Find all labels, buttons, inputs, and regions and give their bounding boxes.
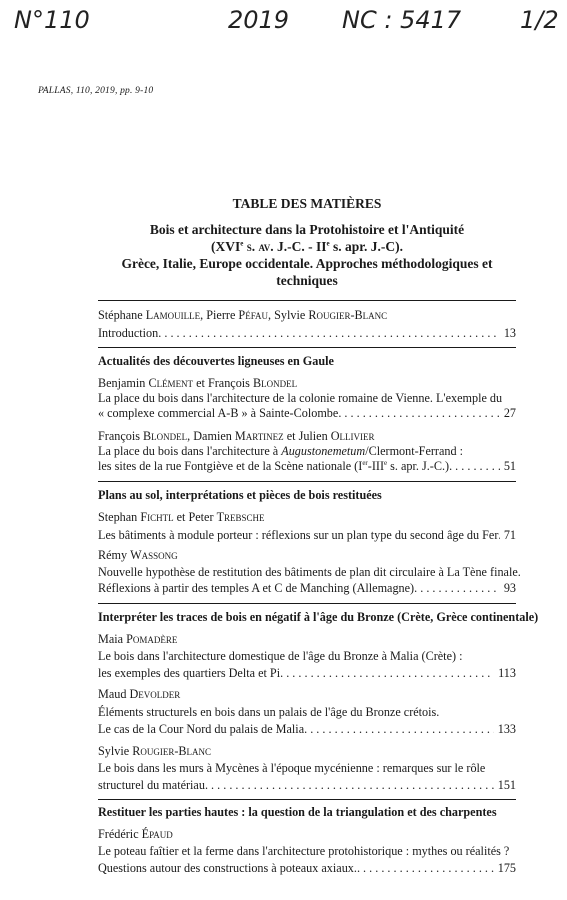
toc-entry[interactable]: les sites de la rue Fontgiève et de la Scène nationale (Ier-IIIe s. apr. J.-C.) . . . 51 [98,458,516,474]
section-heading: Actualités des découvertes ligneuses en Gaule [98,354,334,368]
volume-title-line-3: Grèce, Italie, Europe occidentale. Approches méthodologiques et [121,256,493,271]
volume-title [98,221,516,289]
page-number: 175 [497,861,516,875]
toc-entry[interactable]: Les bâtiments à module porteur : réflexions sur un plan type du second âge du Fer . . . 71 [98,527,516,543]
entry-authors: Benjamin Clément et François Blondel [98,376,298,390]
toc-entry[interactable]: Réflexions à partir des temples A et C de Manching (Allemagne) . . . 93 [98,580,516,596]
intro-authors: Stéphane Lamouille, Pierre Péfau, Sylvie Rougier-Blanc [98,308,388,322]
page-number: 51 [503,459,516,473]
journal-name: PALLAS [38,86,71,96]
page-number: 133 [497,722,516,736]
toc-entry[interactable]: « complexe commercial A-B » à Sainte-Colombe . . . 27 [98,405,516,421]
divider [98,481,516,482]
century-end: s. av. J.-C. - II [243,239,327,254]
page-number: 71 [503,528,516,542]
divider [98,300,516,301]
entry-authors: François Blondel, Damien Martinez et Julien Ollivier [98,429,375,443]
toc-entry-introduction[interactable]: Introduction . . . 13 [98,325,516,341]
entry-title-line: Le bois dans l'architecture domestique de l'âge du Bronze à Malia (Crète) : [98,649,463,663]
section-heading: Interpréter les traces de bois en négatif à l'âge du Bronze (Crète, Grèce continentale) [98,610,539,624]
running-head [38,86,153,96]
century-start: (XVI [210,239,241,254]
entry-title-line: La place du bois dans l'architecture de la colonie romaine de Vienne. L'exemple du [98,391,503,405]
superscript: e [240,239,244,248]
toc-entry[interactable]: Questions autour des constructions à poteaux axiaux. . . . 175 [98,860,516,876]
toc-title: TABLE DES MATIÈRES [232,196,382,211]
entry-title-line: Éléments structurels en bois dans un palais de l'âge du Bronze crétois. [98,705,440,719]
toc-entry[interactable]: structurel du matériau . . . 151 [98,777,516,793]
entry-authors: Frédéric Épaud [98,827,173,841]
divider [98,799,516,800]
page-number: 27 [503,406,516,420]
entry-title-line: Le poteau faîtier et la ferme dans l'architecture protohistorique : mythes ou réalités ? [98,844,510,858]
page-number: 113 [498,666,516,680]
entry-title-line: Le bois dans les murs à Mycènes à l'époque mycénienne : remarques sur le rôle [98,761,486,775]
entry-authors: Maia Pomadère [98,632,178,646]
section-heading: Restituer les parties hautes : la question de la triangulation et des charpentes [98,805,497,819]
superscript: e [326,239,330,248]
entry-authors: Rémy Wassong [98,548,178,562]
entry-authors: Stephan Fichtl et Peter Trebsche [98,510,265,524]
page-number: 93 [503,581,516,595]
handwritten-page-count: 1/2 [520,6,559,34]
handwritten-volume-number: N°110 [14,6,90,34]
entry-authors: Maud Devolder [98,687,181,701]
century-tail: s. apr. J.-C). [329,239,404,254]
volume-title-line-1: Bois et architecture dans la Protohistoire et l'Antiquité [149,222,465,237]
divider [98,603,516,604]
toc-entry[interactable]: Le cas de la Cour Nord du palais de Malia . . . 133 [98,721,516,737]
divider [98,347,516,348]
entry-title-line: La place du bois dans l'architecture à Augustonemetum/Clermont-Ferrand : [98,444,464,458]
page-number: 151 [497,778,516,792]
handwritten-year: 2019 [228,6,290,34]
volume-title-line-4: techniques [276,273,338,288]
handwritten-catalog-number: NC : 5417 [342,6,462,34]
running-head-details: , 110, 2019, pp. 9-10 [70,86,154,96]
volume-title-line-2 [98,238,516,255]
entry-title-line: Nouvelle hypothèse de restitution des bâtiments de plan dit circulaire à La Tène finale. [98,565,521,579]
section-heading: Plans au sol, interprétations et pièces de bois restituées [98,488,382,502]
entry-authors: Sylvie Rougier-Blanc [98,744,212,758]
toc-entry[interactable]: les exemples des quartiers Delta et Pi . . . 113 [98,665,516,681]
page-number: 13 [503,326,516,340]
